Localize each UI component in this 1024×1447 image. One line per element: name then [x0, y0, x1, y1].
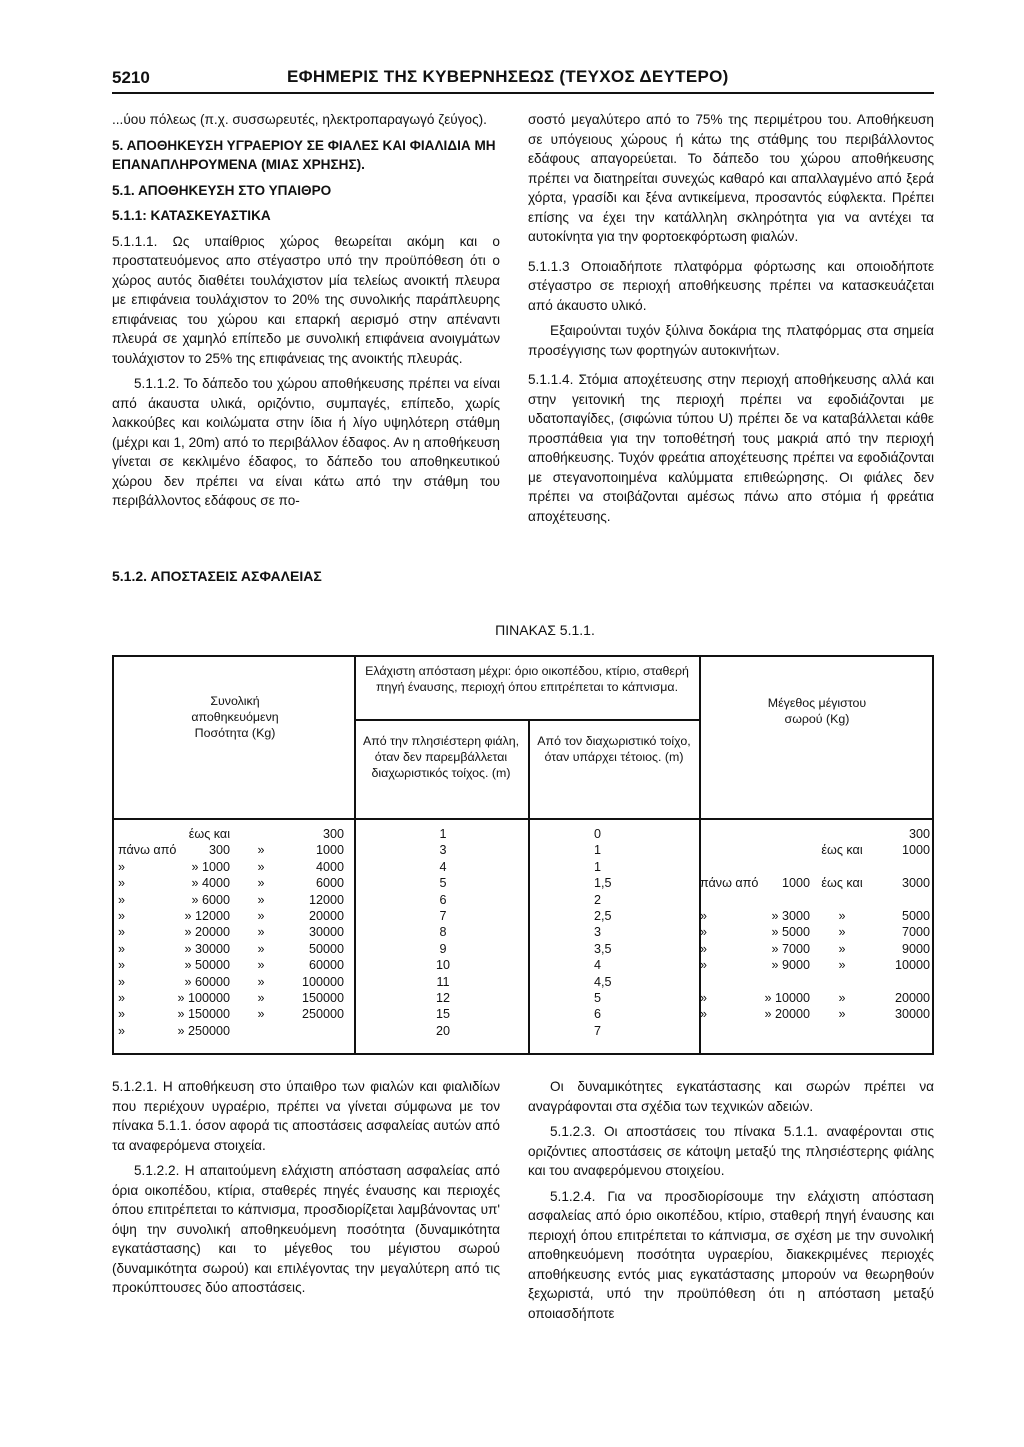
cell: »	[257, 925, 265, 940]
section-heading-5-1-2: 5.1.2. ΑΠΟΣΤΑΣΕΙΣ ΑΣΦΑΛΕΙΑΣ	[112, 568, 322, 584]
cell: 1000	[901, 843, 930, 858]
cell: » 20000	[764, 1007, 810, 1022]
quantity-row	[118, 957, 358, 973]
cell: » 60000	[184, 974, 230, 989]
paragraph-5-1-2-4: 5.1.2.4. Για να προσδιορίσουμε την ελάχιστη απόσταση ασφαλείας από όριο οικοπέδου, κτίριο, σταθερή πηγή έναυσης και περιοχή όπου επιτρέπεται το κάπνισμα, σε σχέση με την συνολική αποθηκευόμενη ποσότητα υγραερίου, διακεκριμένες περιοχές αποθήκευσης εντός μιας εγκατάστασης μπορούν να θεωρηθούν ξεχωριστά, υπό την προϋπόθεση ότι η απόσταση μεταξύ οποιασδήποτε	[528, 1188, 934, 1321]
header-from-partition-wall: Από τον διαχωριστικό τοίχο, όταν υπάρχει τέτοιος. (m)	[537, 734, 691, 764]
cell: 9000	[901, 941, 930, 956]
header-max-pile-size: Μέγεθος μέγιστου σωρού (Kg)	[767, 696, 867, 726]
cell: »	[700, 990, 708, 1005]
pile-row	[700, 1006, 932, 1022]
cell: » 7000	[771, 941, 810, 956]
distance-value: 3,5	[594, 941, 612, 956]
distance-value: 6	[439, 892, 447, 907]
cell	[284, 1023, 344, 1039]
cell: »	[257, 908, 265, 923]
pile-row	[700, 826, 932, 842]
cell: πάνω από	[700, 876, 759, 891]
cell: »	[700, 941, 708, 956]
pile-row	[700, 842, 932, 858]
cell: »	[257, 859, 265, 874]
quantity-row	[118, 990, 358, 1006]
cell: 50000	[308, 941, 344, 956]
cell: 10000	[894, 958, 930, 973]
cell: » 150000	[177, 1007, 230, 1022]
cell: »	[257, 941, 265, 956]
cell: » 3000	[771, 908, 810, 923]
cell: 20000	[894, 990, 930, 1005]
cell: »	[118, 1007, 126, 1022]
paragraph-5-1-1-1: 5.1.1.1. Ως υπαίθριος χώρος θεωρείται ακόμη και ο προστατευόμενος απο στέγαστρο υπό την προϋπόθεση ότι ο χώρος αυτός διαθέτει τουλάχιστον μία τελείως ανοικτή πλευρα με επιφάνεια τουλάχιστον το 20% της συνολικής παράπλευρης επιφάνειας του χώρου και επαρκή αερισμό στην απέναντι πλευρά σε χαμηλό επίπεδο με συνολική επιφάνεια ανοιγμάτων τουλάχιστον το 25% της επιφάνειας της ανοικτής πλευράς.	[112, 233, 500, 366]
quantity-row	[118, 859, 358, 875]
cell: πάνω από	[118, 843, 177, 858]
quantity-row	[118, 908, 358, 924]
header-from-nearest-cylinder: Από την πλησιέστερη φιάλη, όταν δεν παρεμβάλλεται διαχωριστικός τοίχος. (m)	[362, 734, 520, 780]
distance-value: 4	[439, 859, 447, 874]
cell	[868, 1023, 930, 1039]
cell: »	[838, 925, 846, 940]
cell: »	[257, 1007, 265, 1022]
cell: »	[257, 876, 265, 891]
cell: » 1000	[191, 859, 230, 874]
cell: »	[838, 941, 846, 956]
heading-5-1: 5.1. ΑΠΟΘΗΚΕΥΣΗ ΣΤΟ ΥΠΑΙΘΡΟ	[112, 182, 332, 198]
cell: »	[118, 941, 126, 956]
distance-value: 3	[439, 843, 447, 858]
cell: »	[700, 1007, 708, 1022]
cell	[816, 826, 868, 842]
distance-wall-values	[594, 826, 634, 1039]
cell: »	[838, 958, 846, 973]
table-caption: ΠΙΝΑΚΑΣ 5.1.1.	[495, 622, 595, 638]
cell	[700, 826, 748, 842]
cell: »	[257, 974, 265, 989]
cell: »	[118, 1023, 126, 1038]
paragraph-continued: ...ύου πόλεως (π.χ. συσσωρευτές, ηλεκτροπαραγωγό ζεύγος).	[112, 112, 487, 127]
cell: 7000	[901, 925, 930, 940]
paragraph-5-1-1-2: 5.1.1.2. Το δάπεδο του χώρου αποθήκευσης πρέπει να είναι από άκαυστα υλικά, οριζόντιο, συμπαγές, επίπεδο, χωρίς λακκούβες και κοιλώματα στην ίδια ή λίγο υψηλότερη στάθμη (μέχρι και 1, 20m) από το περιβάλλον έδαφος. Αν η αποθήκευση γίνεται σε κεκλιμένο έδαφος, το δάπεδο του αποθηκευτικού χώρου δεν πρέπει να είναι κάτω από την στάθμη του περιβάλλοντος εδάφους σε πο-	[112, 376, 500, 508]
cell: »	[118, 892, 126, 907]
cell: »	[838, 908, 846, 923]
cell	[868, 974, 930, 990]
table-border-left	[112, 655, 114, 1055]
distance-value: 3	[594, 925, 602, 940]
cell	[748, 826, 816, 842]
paragraph-exception: Εξαιρούνται τυχόν ξύλινα δοκάρια της πλατφόρμας στα σημεία προσέγγισης των φορτηγών αυτοκινήτων.	[528, 323, 934, 358]
distance-value: 4,5	[594, 974, 612, 989]
quantity-row	[118, 924, 358, 940]
page-header	[112, 62, 934, 94]
table-col-divider	[528, 720, 530, 1055]
quantity-ranges	[118, 826, 358, 1039]
distance-value: 5	[439, 876, 447, 891]
distance-value: 1	[594, 843, 602, 858]
pile-row	[700, 908, 932, 924]
quantity-row	[118, 1006, 358, 1022]
paragraph-continuation: σοστό μεγαλύτερο από το 75% της περιμέτρου του. Αποθήκευση σε υπόγειους χώρους ή κάτω της στάθμης του περιβάλλοντος εδάφους απαγορεύεται. Το δάπεδο του χώρου αποθήκευσης πρέπει να διατηρείται συνεχώς καθαρό και απαλλαγμένο από ξερά χόρτα, γρασίδι και ξένα αντικείμενα, προσαντός εύφλεκτα. Πρέπει επίσης να έχει την κατάλληλη σκληρότητα για να αντέχει τα αυτοκίνητα για την φορτοεκφόρτωση φιαλών.	[528, 112, 934, 244]
page-number: 5210	[112, 68, 150, 87]
quantity-row	[118, 875, 358, 891]
pile-row	[700, 941, 932, 957]
cell	[238, 826, 284, 842]
cell	[816, 974, 868, 990]
cell: 30000	[894, 1007, 930, 1022]
quantity-row	[118, 941, 358, 957]
pile-row	[700, 892, 932, 908]
cell	[748, 974, 816, 990]
cell: » 50000	[184, 958, 230, 973]
cell: έως και	[821, 876, 863, 891]
cell	[816, 859, 868, 875]
header-total-quantity: Συνολική αποθηκευόμενη Ποσότητα (Kg)	[191, 694, 279, 740]
cell	[748, 892, 816, 908]
cell: »	[838, 1007, 846, 1022]
cell: 150000	[301, 990, 344, 1005]
distance-value: 20	[435, 1023, 450, 1038]
cell: » 5000	[771, 925, 810, 940]
pile-size-ranges	[700, 826, 932, 1039]
distance-value: 8	[439, 925, 447, 940]
pile-row	[700, 974, 932, 990]
cell: »	[118, 876, 126, 891]
header-min-distance: Ελάχιστη απόσταση μέχρι: όριο οικοπέδου, κτίριο, σταθερή πηγή έναυσης, περιοχή όπου επιτρέπεται το κάπνισμα.	[365, 664, 689, 694]
cell: 60000	[308, 958, 344, 973]
cell: 300	[208, 843, 230, 858]
cell: 100000	[301, 974, 344, 989]
distance-value: 1	[439, 827, 447, 841]
pile-row	[700, 990, 932, 1006]
cell: έως και	[188, 827, 230, 841]
cell: »	[700, 925, 708, 940]
pile-row	[700, 859, 932, 875]
cell: » 20000	[184, 925, 230, 940]
cell	[700, 1023, 748, 1039]
cell: 30000	[308, 925, 344, 940]
cell: »	[118, 908, 126, 923]
pile-row	[700, 924, 932, 940]
table-border-bottom	[112, 1053, 934, 1055]
heading-5: 5. ΑΠΟΘΗΚΕΥΣΗ ΥΓΡΑΕΡΙΟΥ ΣΕ ΦΙΑΛΕΣ ΚΑΙ ΦΙΑΛΙΔΙΑ ΜΗ ΕΠΑΝΑΠΛΗΡΟΥΜΕΝΑ (ΜΙΑΣ ΧΡΗΣΗΣ).	[112, 137, 496, 172]
paragraph-5-1-1-3: 5.1.1.3 Οποιαδήποτε πλατφόρμα φόρτωσης και οποιοδήποτε στέγαστρο σε περιοχή αποθήκευσης πρέπει να κατασκευάζεται από άκαυστο υλικό.	[528, 258, 934, 313]
cell: 300	[908, 827, 930, 841]
cell: »	[118, 974, 126, 989]
cell: » 100000	[177, 990, 230, 1005]
cell: » 10000	[764, 990, 810, 1005]
heading-5-1-1: 5.1.1: ΚΑΤΑΣΚΕΥΑΣΤΙΚΑ	[112, 208, 271, 223]
cell	[748, 1023, 816, 1039]
cell: »	[257, 843, 265, 858]
cell: » 9000	[771, 958, 810, 973]
cell: 300	[322, 827, 344, 841]
cell: » 12000	[184, 908, 230, 923]
cell: »	[118, 925, 126, 940]
paragraph-5-1-2-1: 5.1.2.1. Η αποθήκευση στο ύπαιθρο των φιαλών και φιαλιδίων που περιέχουν υγραέριο, πρέπει να γίνεται σύμφωνα με τον πίνακα 5.1.1. όσον αφορά τις αποστάσεις ασφαλείας αυτών από τα αναφερόμενα στοιχεία.	[112, 1079, 500, 1153]
distance-value: 10	[435, 958, 450, 973]
table-border-top	[112, 655, 934, 657]
cell	[748, 859, 816, 875]
distance-value: 1,5	[594, 876, 612, 891]
quantity-row	[118, 892, 358, 908]
cell: έως και	[821, 843, 863, 858]
cell: » 6000	[191, 892, 230, 907]
cell	[700, 892, 748, 908]
cell	[816, 1023, 868, 1039]
cell: 1000	[315, 843, 344, 858]
gazette-title: ΕΦΗΜΕΡΙΣ ΤΗΣ ΚΥΒΕΡΝΗΣΕΩΣ (ΤΕΥΧΟΣ ΔΕΥΤΕΡΟ)	[287, 67, 729, 86]
cell: »	[118, 990, 126, 1005]
quantity-row	[118, 826, 358, 842]
table-header-rule	[112, 818, 934, 820]
quantity-row	[118, 842, 358, 858]
cell: 3000	[901, 876, 930, 891]
cell: »	[118, 958, 126, 973]
pile-row	[700, 875, 932, 891]
cell: »	[700, 908, 708, 923]
right-column	[528, 110, 934, 532]
cell: » 250000	[177, 1023, 230, 1038]
cell	[238, 1023, 284, 1039]
distance-value: 5	[594, 990, 602, 1005]
distance-value: 15	[435, 1007, 450, 1022]
bottom-right-column	[528, 1077, 934, 1329]
bottom-left-column	[112, 1077, 500, 1304]
cell: 1000	[781, 876, 810, 891]
cell: 6000	[315, 876, 344, 891]
paragraph-5-1-2-2: 5.1.2.2. Η απαιτούμενη ελάχιστη απόσταση ασφαλείας από όρια οικοπέδου, κτίρια, σταθερές πηγές έναυσης και περιοχές όπου επιτρέπεται το κάπνισμα, προσδιορίζεται λαμβάνοντας υπ' όψη την συνολική αποθηκευόμενη ποσότητα (δυναμικότητα εγκατάστασης) και το μέγεθος του μέγιστου σωρού (δυναμικότητα σωρού) και επιλέγοντας την μεγαλύτερη από τις προκύπτουσες δύο αποστάσεις.	[112, 1163, 500, 1295]
cell: 4000	[315, 859, 344, 874]
distance-value: 1	[594, 859, 602, 874]
distance-value: 12	[435, 990, 450, 1005]
paragraph-5-1-2-3: 5.1.2.3. Οι αποστάσεις του πίνακα 5.1.1. αναφέρονται στις οριζόντιες αποστάσεις σε κάτοψη μεταξύ της πλησιέστερης φιάλης και του αναφερόμενου στοιχείου.	[528, 1124, 934, 1178]
table-border-right	[932, 655, 934, 1055]
left-column	[112, 110, 500, 517]
table-subheader-rule	[354, 719, 700, 721]
pile-row	[700, 957, 932, 973]
cell: » 4000	[191, 876, 230, 891]
paragraph-5-1-1-4: 5.1.1.4. Στόμια αποχέτευσης στην περιοχή αποθήκευσης αλλά και στην γειτονική της περιοχή πρέπει να εφοδιάζονται με υδατοπαγίδες, (σιφώνια τύπου U) πρέπει δε να καταβάλλεται κάθε προσπάθεια για την τοποθέτησή τους μακριά από την περιοχή αποθήκευσης. Τυχόν φρεάτια αποχέτευσης πρέπει να εφοδιάζονται με στεγανοποιημένα καλύμματα επιθεώρησης. Οι φιάλες δεν πρέπει να στοιβάζονται αμέσως πάνω απο στόμια ή φρεάτια αποχέτευσης.	[528, 372, 934, 524]
quantity-row	[118, 974, 358, 990]
cell: »	[257, 990, 265, 1005]
quantity-row	[118, 1023, 358, 1039]
distance-value: 7	[439, 908, 447, 923]
cell: 250000	[301, 1007, 344, 1022]
cell: 20000	[308, 908, 344, 923]
cell	[118, 826, 168, 842]
cell: 12000	[308, 892, 344, 907]
cell: »	[700, 958, 708, 973]
distance-value: 7	[594, 1023, 602, 1038]
distance-value: 0	[594, 827, 602, 841]
cell	[816, 892, 868, 908]
pile-row	[700, 1023, 932, 1039]
cell	[700, 859, 748, 875]
cell: »	[838, 990, 846, 1005]
cell: »	[257, 892, 265, 907]
cell: »	[118, 859, 126, 874]
distance-value: 2,5	[594, 908, 612, 923]
distance-no-wall-values	[428, 826, 458, 1039]
distance-value: 2	[594, 892, 602, 907]
cell: 5000	[901, 908, 930, 923]
cell	[700, 842, 748, 858]
distance-value: 4	[594, 958, 602, 973]
distance-value: 11	[436, 974, 450, 989]
distance-value: 6	[594, 1007, 602, 1022]
distance-value: 9	[439, 941, 447, 956]
cell	[868, 859, 930, 875]
cell: »	[257, 958, 265, 973]
cell	[700, 974, 748, 990]
cell	[868, 892, 930, 908]
cell	[748, 842, 816, 858]
paragraph-capacities: Οι δυναμικότητες εγκατάστασης και σωρών πρέπει να αναγράφονται στα σχέδια των τεχνικών αδειών.	[528, 1079, 934, 1114]
cell: » 30000	[184, 941, 230, 956]
